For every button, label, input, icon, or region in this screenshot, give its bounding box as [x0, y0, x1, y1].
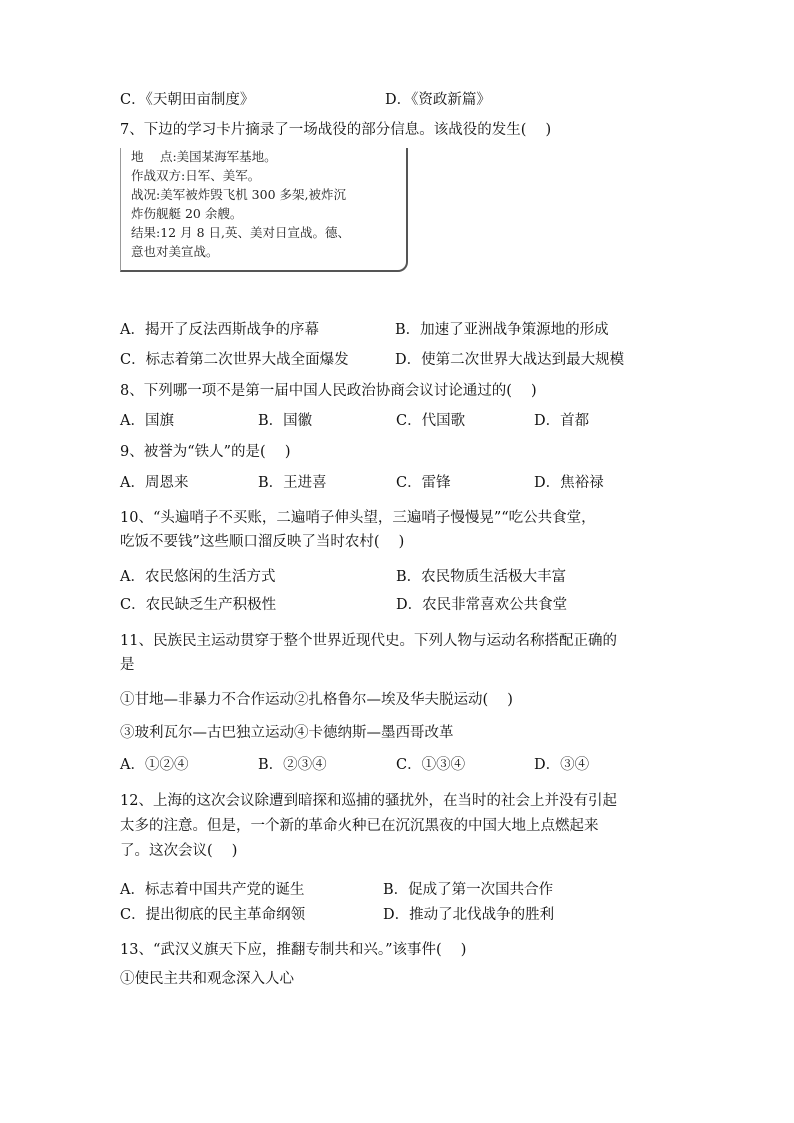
q11-stem-line-1: 11、民族民主运动贯穿于整个世界近现代史。下列人物与运动名称搭配正确的 [120, 633, 617, 649]
q11-option-c: C．①③④ [396, 757, 466, 773]
q9-option-a: A．周恩来 [120, 475, 189, 491]
q12-option-c: C．提出彻底的民主革命纲领 [120, 907, 306, 923]
q7-option-d: D．使第二次世界大战达到最大规模 [395, 352, 625, 368]
q7-stem: 7、下边的学习卡片摘录了一场战役的部分信息。该战役的发生( ) [120, 122, 552, 138]
q6-option-d: D．《资政新篇》 [385, 92, 491, 108]
card-line: 意也对美宣战。 [131, 244, 219, 259]
q12-option-d: D．推动了北伐战争的胜利 [383, 907, 555, 923]
q11-item-1: ①甘地—非暴力不合作运动②扎格鲁尔—埃及华夫脱运动( ) [120, 692, 513, 708]
q10-option-b: B．农民物质生活极大丰富 [396, 569, 567, 585]
q9-option-d: D．焦裕禄 [534, 475, 604, 491]
q10-option-c: C．农民缺乏生产积极性 [120, 597, 277, 613]
card-line: 地 点:美国某海军基地。 [131, 149, 277, 164]
q13-item-1: ①使民主共和观念深入人心 [120, 971, 294, 987]
q12-stem-line-2: 太多的注意。但是，一个新的革命火种已在沉沉黑夜的中国大地上点燃起来 [120, 818, 599, 834]
q10-option-d: D．农民非常喜欢公共食堂 [396, 597, 568, 613]
q9-option-b: B．王进喜 [258, 475, 327, 491]
q10-stem-line-2: 吃饭不要钱”这些顺口溜反映了当时农村( ) [120, 534, 405, 550]
q9-stem: 9、被誉为“铁人”的是( ) [120, 444, 291, 460]
q10-stem-line-1: 10、“头遍哨子不买账，二遍哨子伸头望，三遍哨子慢慢晃”“吃公共食堂， [120, 510, 596, 526]
q12-option-b: B．促成了第一次国共合作 [383, 882, 554, 898]
card-line: 战况:美军被炸毁飞机 300 多架,被炸沉 [131, 187, 346, 202]
q13-stem: 13、“武汉义旗天下应，推翻专制共和兴。”该事件( ) [120, 942, 467, 958]
q7-option-a: A．揭开了反法西斯战争的序幕 [120, 322, 319, 338]
q9-option-c: C．雷锋 [396, 475, 451, 491]
q10-option-a: A．农民悠闲的生活方式 [120, 569, 276, 585]
q11-option-d: D．③④ [534, 757, 590, 773]
q7-option-c: C．标志着第二次世界大战全面爆发 [120, 352, 349, 368]
q11-item-2: ③玻利瓦尔—古巴独立运动④卡德纳斯—墨西哥改革 [120, 725, 454, 741]
card-line: 作战双方:日军、美军。 [131, 168, 261, 183]
q8-option-d: D．首都 [534, 413, 590, 429]
q12-stem-line-3: 了。这次会议( ) [120, 843, 238, 859]
card-line: 炸伤舰艇 20 余艘。 [131, 206, 243, 221]
q8-option-a: A．国旗 [120, 413, 174, 429]
q8-option-b: B．国徽 [258, 413, 313, 429]
card-line: 结果:12 月 8 日,英、美对日宣战。德、 [131, 225, 350, 240]
q6-option-c: C．《天朝田亩制度》 [120, 92, 255, 108]
q12-option-a: A．标志着中国共产党的诞生 [120, 882, 305, 898]
q11-stem-line-2: 是 [120, 657, 135, 673]
q8-stem: 8、下列哪一项不是第一届中国人民政治协商会议讨论通过的( ) [120, 383, 537, 399]
q8-option-c: C．代国歌 [396, 413, 466, 429]
q12-stem-line-1: 12、上海的这次会议除遭到暗探和巡捕的骚扰外，在当时的社会上并没有引起 [120, 793, 617, 809]
q11-option-a: A．①②④ [120, 757, 189, 773]
q7-option-b: B．加速了亚洲战争策源地的形成 [395, 322, 609, 338]
q7-study-card [120, 148, 408, 272]
q11-option-b: B．②③④ [258, 757, 327, 773]
